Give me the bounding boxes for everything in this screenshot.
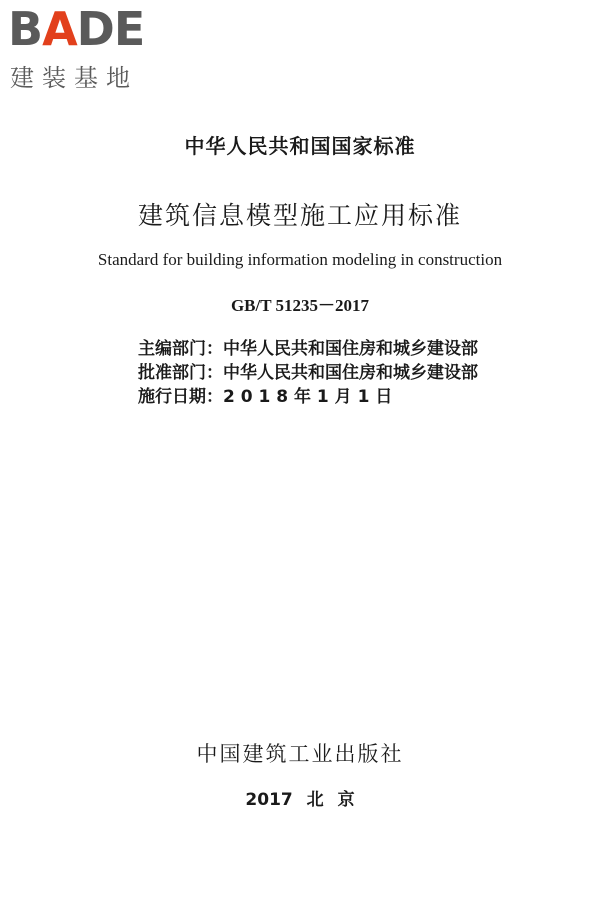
- title-english: Standard for building information modeling in construction: [97, 250, 503, 269]
- info-value: 2 0 1 8 年 1 月 1 日: [223, 387, 393, 407]
- logo-letters-de: DE: [76, 2, 145, 56]
- info-value: 中华人民共和国住房和城乡建设部: [223, 339, 478, 359]
- standard-number: GB/T 51235－2017: [230, 296, 370, 315]
- logo-letter-a-accent: A: [42, 2, 77, 56]
- info-label: 主编部门：: [138, 339, 223, 359]
- bade-logo: [8, 4, 178, 94]
- standard-series: 中华人民共和国国家标准: [184, 134, 416, 158]
- logo-subtitle: 建装基地: [10, 64, 138, 92]
- info-label: 批准部门：: [138, 363, 223, 383]
- logo-wordmark: [8, 4, 144, 54]
- info-row-editor: [138, 337, 478, 361]
- title-chinese: 建筑信息模型施工应用标准: [137, 201, 462, 230]
- publisher: 中国建筑工业出版社: [196, 742, 404, 766]
- publication-place: 2017 北 京: [245, 790, 355, 810]
- info-row-effective-date: [138, 385, 478, 409]
- info-label: 施行日期：: [138, 387, 223, 407]
- info-value: 中华人民共和国住房和城乡建设部: [223, 363, 478, 383]
- info-row-approver: [138, 361, 478, 385]
- logo-letter-b: B: [8, 2, 43, 56]
- info-block: [138, 337, 478, 409]
